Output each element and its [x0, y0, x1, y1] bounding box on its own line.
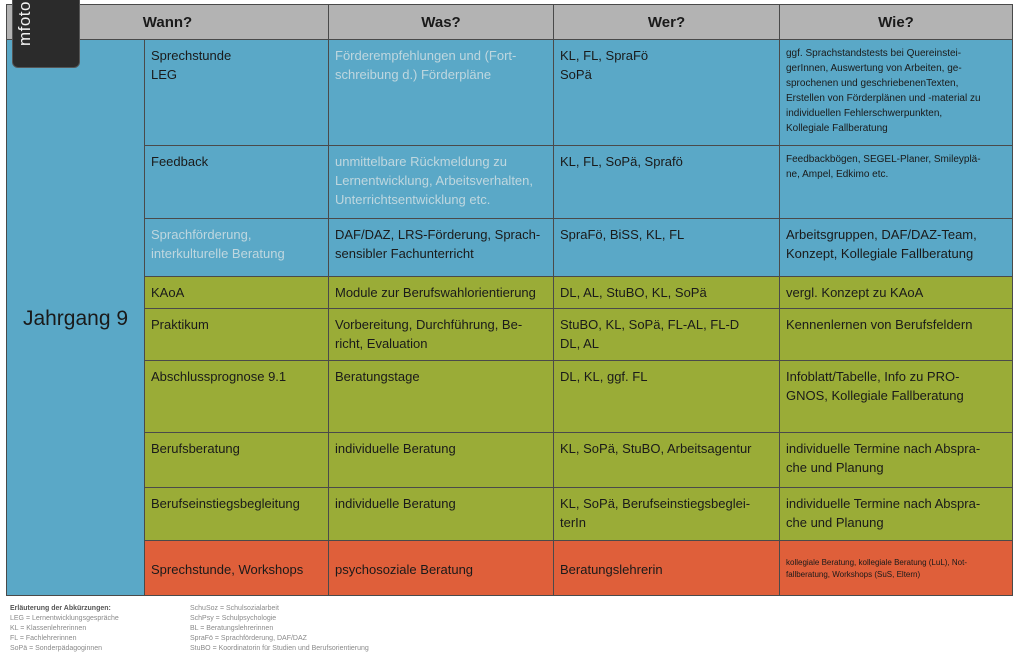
- cell-wie: vergl. Konzept zu KAoA: [780, 277, 1013, 309]
- cell-was: unmittelbare Rückmeldung zu Lernentwicklung, Arbeitsverhalten, Unterrichtsentwicklung etc.: [329, 146, 554, 219]
- table-row: [7, 488, 1013, 541]
- header-how: Wie?: [780, 5, 1013, 40]
- legend-item: SchuSoz = Schulsozialarbeit: [190, 605, 279, 612]
- legend-item: SchPsy = Schulpsychologie: [190, 615, 277, 622]
- header-what: Was?: [329, 5, 554, 40]
- table-row: [7, 361, 1013, 433]
- cell-wer: Beratungslehrerin: [554, 541, 780, 596]
- table-row: [7, 146, 1013, 219]
- legend-item: SpraFö = Sprachförderung, DAF/DAZ: [190, 635, 307, 642]
- legend-item: BL = Beratungslehrerinnen: [190, 625, 274, 632]
- camera-badge[interactable]: [12, 0, 80, 68]
- cell-wann: Sprachförderung, interkulturelle Beratung: [145, 219, 329, 277]
- cell-was: Förderempfehlungen und (Fort- schreibung d.) Förderpläne: [329, 40, 554, 146]
- cell-wie: kollegiale Beratung, kollegiale Beratung (LuL), Not- fallberatung, Workshops (SuS, Eltern): [780, 541, 1013, 596]
- cell-wie: Kennenlernen von Berufsfeldern: [780, 309, 1013, 361]
- cell-wie: Feedbackbögen, SEGEL-Planer, Smileyplä- ne, Ampel, Edkimo etc.: [780, 146, 1013, 219]
- cell-wann: Abschlussprognose 9.1: [145, 361, 329, 433]
- year-label: Jahrgang 9: [7, 40, 145, 596]
- cell-wann: Sprechstunde, Workshops: [145, 541, 329, 596]
- table-row: [7, 40, 1013, 146]
- cell-wie: Infoblatt/Tabelle, Info zu PRO- GNOS, Kollegiale Fallberatung: [780, 361, 1013, 433]
- legend-left: [10, 604, 119, 654]
- legend-item: SoPä = Sonderpädagoginnen: [10, 645, 103, 652]
- header-row: [7, 5, 1013, 40]
- table-row: [7, 277, 1013, 309]
- cell-was: individuelle Beratung: [329, 488, 554, 541]
- header-who: Wer?: [554, 5, 780, 40]
- cell-wer: StuBO, KL, SoPä, FL-AL, FL-D DL, AL: [554, 309, 780, 361]
- header-when: Wann?: [7, 5, 329, 40]
- table-row: [7, 433, 1013, 488]
- cell-wer: KL, SoPä, Berufseinstiegsbeglei- terIn: [554, 488, 780, 541]
- cell-was: Module zur Berufswahlorientierung: [329, 277, 554, 309]
- cell-wer: KL, SoPä, StuBO, Arbeitsagentur: [554, 433, 780, 488]
- legend-item: FL = Fachlehrerinnen: [10, 635, 77, 642]
- legend-item: StuBO = Koordinatorin für Studien und Berufsorientierung: [190, 645, 369, 652]
- cell-was: individuelle Beratung: [329, 433, 554, 488]
- cell-was: DAF/DAZ, LRS-Förderung, Sprach- sensibler Fachunterricht: [329, 219, 554, 277]
- cell-wer: DL, AL, StuBO, KL, SoPä: [554, 277, 780, 309]
- legend-item: KL = Klassenlehrerinnen: [10, 625, 87, 632]
- cell-wer: KL, FL, SoPä, Sprafö: [554, 146, 780, 219]
- cell-wer: DL, KL, ggf. FL: [554, 361, 780, 433]
- badge-label: mfoto: [15, 1, 34, 47]
- cell-wie: ggf. Sprachstandstests bei Quereinstei- gerInnen, Auswertung von Arbeiten, ge- sprochenen und geschriebenenTexten, Erstellen von Förderplänen und -material zu individuellen Fehlerschwerpunkten, Kollegiale Fallberatung: [780, 40, 1013, 146]
- cell-wie: individuelle Termine nach Abspra- che und Planung: [780, 488, 1013, 541]
- cell-wann: Feedback: [145, 146, 329, 219]
- guidance-table: [6, 4, 1013, 596]
- cell-wer: SpraFö, BiSS, KL, FL: [554, 219, 780, 277]
- cell-wann: Berufsberatung: [145, 433, 329, 488]
- legend-right: [190, 604, 369, 654]
- cell-wann: Sprechstunde LEG: [145, 40, 329, 146]
- cell-was: psychosoziale Beratung: [329, 541, 554, 596]
- cell-was: Beratungstage: [329, 361, 554, 433]
- cell-wann: KAoA: [145, 277, 329, 309]
- cell-wann: Berufseinstiegsbegleitung: [145, 488, 329, 541]
- cell-was: Vorbereitung, Durchführung, Be- richt, Evaluation: [329, 309, 554, 361]
- cell-wie: individuelle Termine nach Abspra- che und Planung: [780, 433, 1013, 488]
- table-row: [7, 219, 1013, 277]
- cell-wer: KL, FL, SpraFö SoPä: [554, 40, 780, 146]
- table-row: [7, 541, 1013, 596]
- legend-item: LEG = Lernentwicklungsgespräche: [10, 615, 119, 622]
- legend-title: Erläuterung der Abkürzungen:: [10, 605, 111, 612]
- cell-wie: Arbeitsgruppen, DAF/DAZ-Team, Konzept, Kollegiale Fallberatung: [780, 219, 1013, 277]
- cell-wann: Praktikum: [145, 309, 329, 361]
- table-row: [7, 309, 1013, 361]
